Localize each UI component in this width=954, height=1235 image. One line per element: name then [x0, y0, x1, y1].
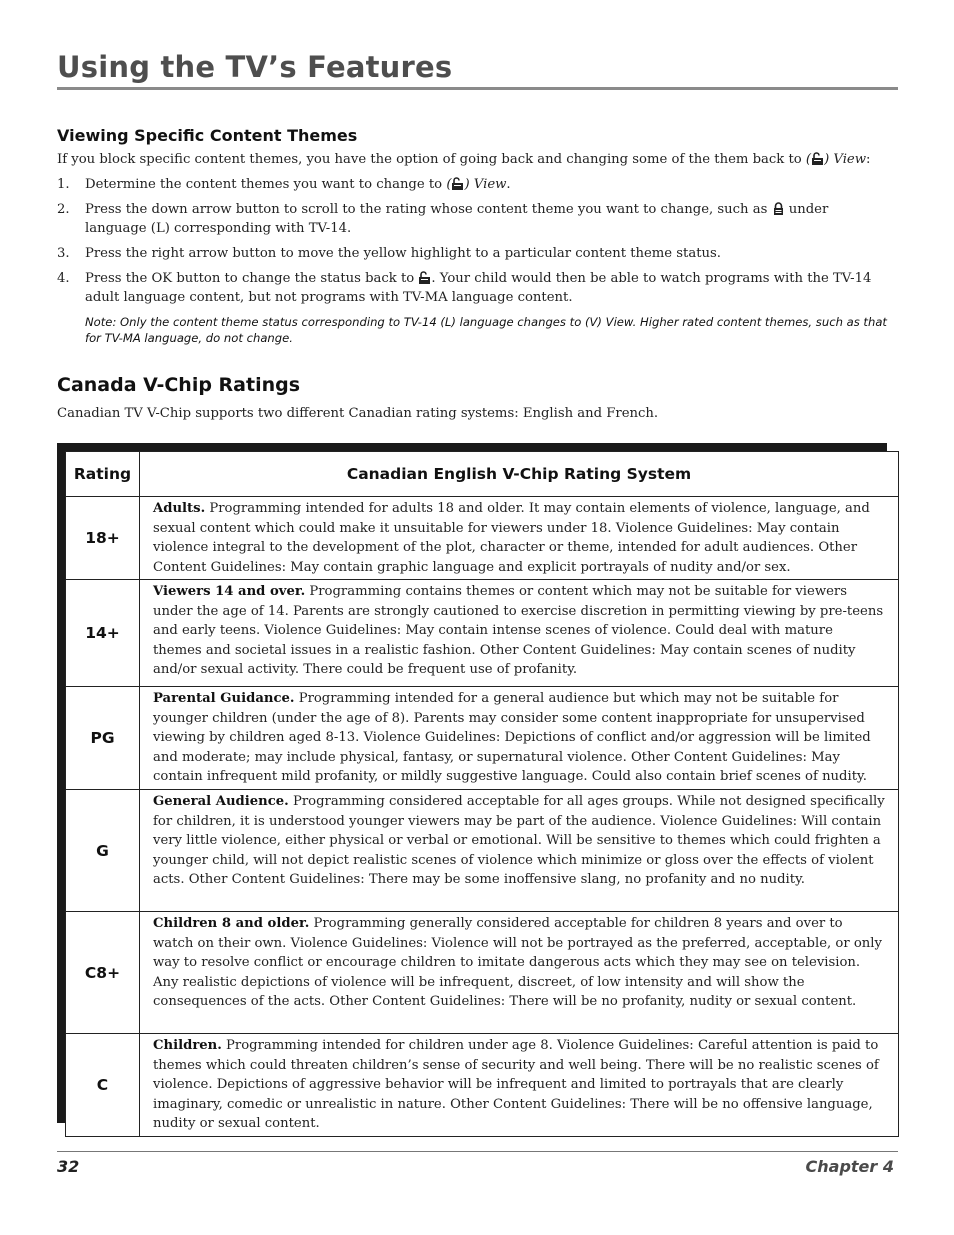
step-number: 2. — [57, 202, 70, 217]
open-lock-icon — [451, 177, 464, 189]
section-heading-content-themes: Viewing Specific Content Themes — [57, 126, 358, 145]
step-view-label: ) View — [464, 177, 507, 192]
rating-label: C — [66, 1034, 140, 1137]
rating-label: 14+ — [66, 580, 140, 687]
rating-title: Children 8 and older. — [153, 916, 310, 931]
table-header-row — [66, 452, 899, 497]
intro-paragraph: If you block specific content themes, you have the option of going back and changing some of the them back to ( ) View: — [57, 152, 871, 167]
rating-description — [140, 687, 899, 790]
rating-title: Viewers 14 and over. — [153, 584, 306, 599]
table-row — [66, 912, 899, 1034]
step-number: 4. — [57, 271, 70, 286]
rating-text: Programming contains themes or content which may not be suitable for viewers under the age of 14. Parents are strongly cautioned to exercise discretion in permitting viewing by pre-teens and early teens. Violence Guidelines: May contain intense scenes of violence. Could deal with mature themes and societal issues in a realistic fashion. Other Content Guidelines: May contain scenes of nudity and/or sexual activity. There could be frequent use of profanity. — [153, 584, 884, 677]
rating-table — [65, 451, 899, 1137]
table-row — [66, 1034, 899, 1137]
rating-description — [140, 912, 899, 1034]
rating-text: Programming intended for adults 18 and older. It may contain elements of violence, language, and sexual content which could make it unsuitable for viewers under 18. Violence Guidelines: May contain violence integral to the development of the plot, character or theme, intended for adult audiences. Other Content Guidelines: May contain graphic language and explicit portrayals of nudity and/or sex. — [153, 501, 870, 575]
canada-intro: Canadian TV V-Chip supports two different Canadian rating systems: English and French. — [57, 406, 659, 421]
column-header-rating: Rating — [66, 452, 140, 497]
intro-view-label: ) View — [824, 152, 867, 167]
intro-end: : — [866, 152, 871, 167]
rating-label: G — [66, 790, 140, 912]
table-row — [66, 687, 899, 790]
rating-text: Programming considered acceptable for all ages groups. While not designed specifically for children, it is understood younger viewers may be part of the audience. Violence Guidelines: Will contain very little violence, either physical or verbal or emotional. Will be sensitive to themes which could frighten a younger child, will not depict realistic scenes of violence which minimize or gloss over the effects of violent acts. Other Content Guidelines: There may be some inoffensive slang, no profanity and no nudity. — [153, 794, 885, 887]
step-text-end: . — [506, 177, 511, 192]
table-row — [66, 580, 899, 687]
rating-label: 18+ — [66, 497, 140, 580]
rating-description — [140, 580, 899, 687]
rating-description — [140, 1034, 899, 1137]
step-text-end: . Your child would then be able to watch programs with the TV-14 adult language content, but not programs with TV-MA language content. — [85, 271, 872, 305]
column-header-system: Canadian English V-Chip Rating System — [140, 452, 899, 497]
rating-label: C8+ — [66, 912, 140, 1034]
rating-label: PG — [66, 687, 140, 790]
open-lock-icon — [418, 271, 431, 283]
section-heading-canada: Canada V-Chip Ratings — [57, 374, 301, 396]
rating-text: Programming intended for a general audience but which may not be suitable for younger children (under the age of 8). Parents may consider some content inappropriate for unsupervised viewing by children aged 8-13. Violence Guidelines: Depictions of conflict and/or aggression will be limited and moderate; may include physical, fantasy, or supernatural violence. Other Content Guidelines: May contain infrequent mild profanity, or mildly suggestive language. Could also contain brief scenes of nudity. — [153, 691, 871, 784]
page-title: Using the TV’s Features — [57, 50, 453, 84]
footer-rule — [57, 1151, 898, 1152]
rating-title: Adults. — [153, 501, 206, 516]
step-text: Determine the content themes you want to change to — [85, 177, 447, 192]
table-row — [66, 497, 899, 580]
rating-title: Parental Guidance. — [153, 691, 295, 706]
rating-description — [140, 790, 899, 912]
step-text-end: under language (L) corresponding with TV-14. — [85, 202, 829, 236]
title-rule — [57, 87, 898, 90]
rating-title: Children. — [153, 1038, 222, 1053]
step-text: Press the down arrow button to scroll to the rating whose content theme you want to change, such as — [85, 202, 772, 217]
step-number: 3. — [57, 246, 70, 261]
rating-title: General Audience. — [153, 794, 289, 809]
intro-text: If you block specific content themes, you have the option of going back and changing some of the them back to — [57, 152, 806, 167]
note-text: Note: Only the content theme status corresponding to TV-14 (L) language changes to (V) View. Higher rated content themes, such as that for TV-MA language, do not change. — [85, 315, 887, 345]
closed-lock-icon — [772, 202, 785, 214]
rating-text: Programming generally considered acceptable for children 8 years and over to watch on their own. Violence Guidelines: Violence will not be portrayed as the preferred, acceptable, or only way to resolve conflict or encourage children to imitate dangerous acts which they may see on television. Any realistic depictions of violence will be infrequent, discreet, of low intensity and will show the consequences of the acts. Other Content Guidelines: There will be no profanity, nudity or sexual content. — [153, 916, 882, 1009]
step-text: Press the right arrow button to move the yellow highlight to a particular content theme status. — [85, 246, 721, 261]
page-number: 32 — [57, 1157, 80, 1176]
chapter-label: Chapter 4 — [805, 1157, 894, 1176]
open-lock-icon — [811, 152, 824, 164]
rating-text: Programming intended for children under age 8. Violence Guidelines: Careful attention is paid to themes which could threaten children’s sense of security and well being. There will be no realistic scenes of violence. Depictions of aggressive behavior will be infrequent and limited to portrayals that are clearly imaginary, comedic or unrealistic in nature. Other Content Guidelines: There will be no offensive language, nudity or sexual content. — [153, 1038, 879, 1131]
step-number: 1. — [57, 177, 70, 192]
step-text: Press the OK button to change the status back to — [85, 271, 419, 286]
rating-description — [140, 497, 899, 580]
table-row — [66, 790, 899, 912]
